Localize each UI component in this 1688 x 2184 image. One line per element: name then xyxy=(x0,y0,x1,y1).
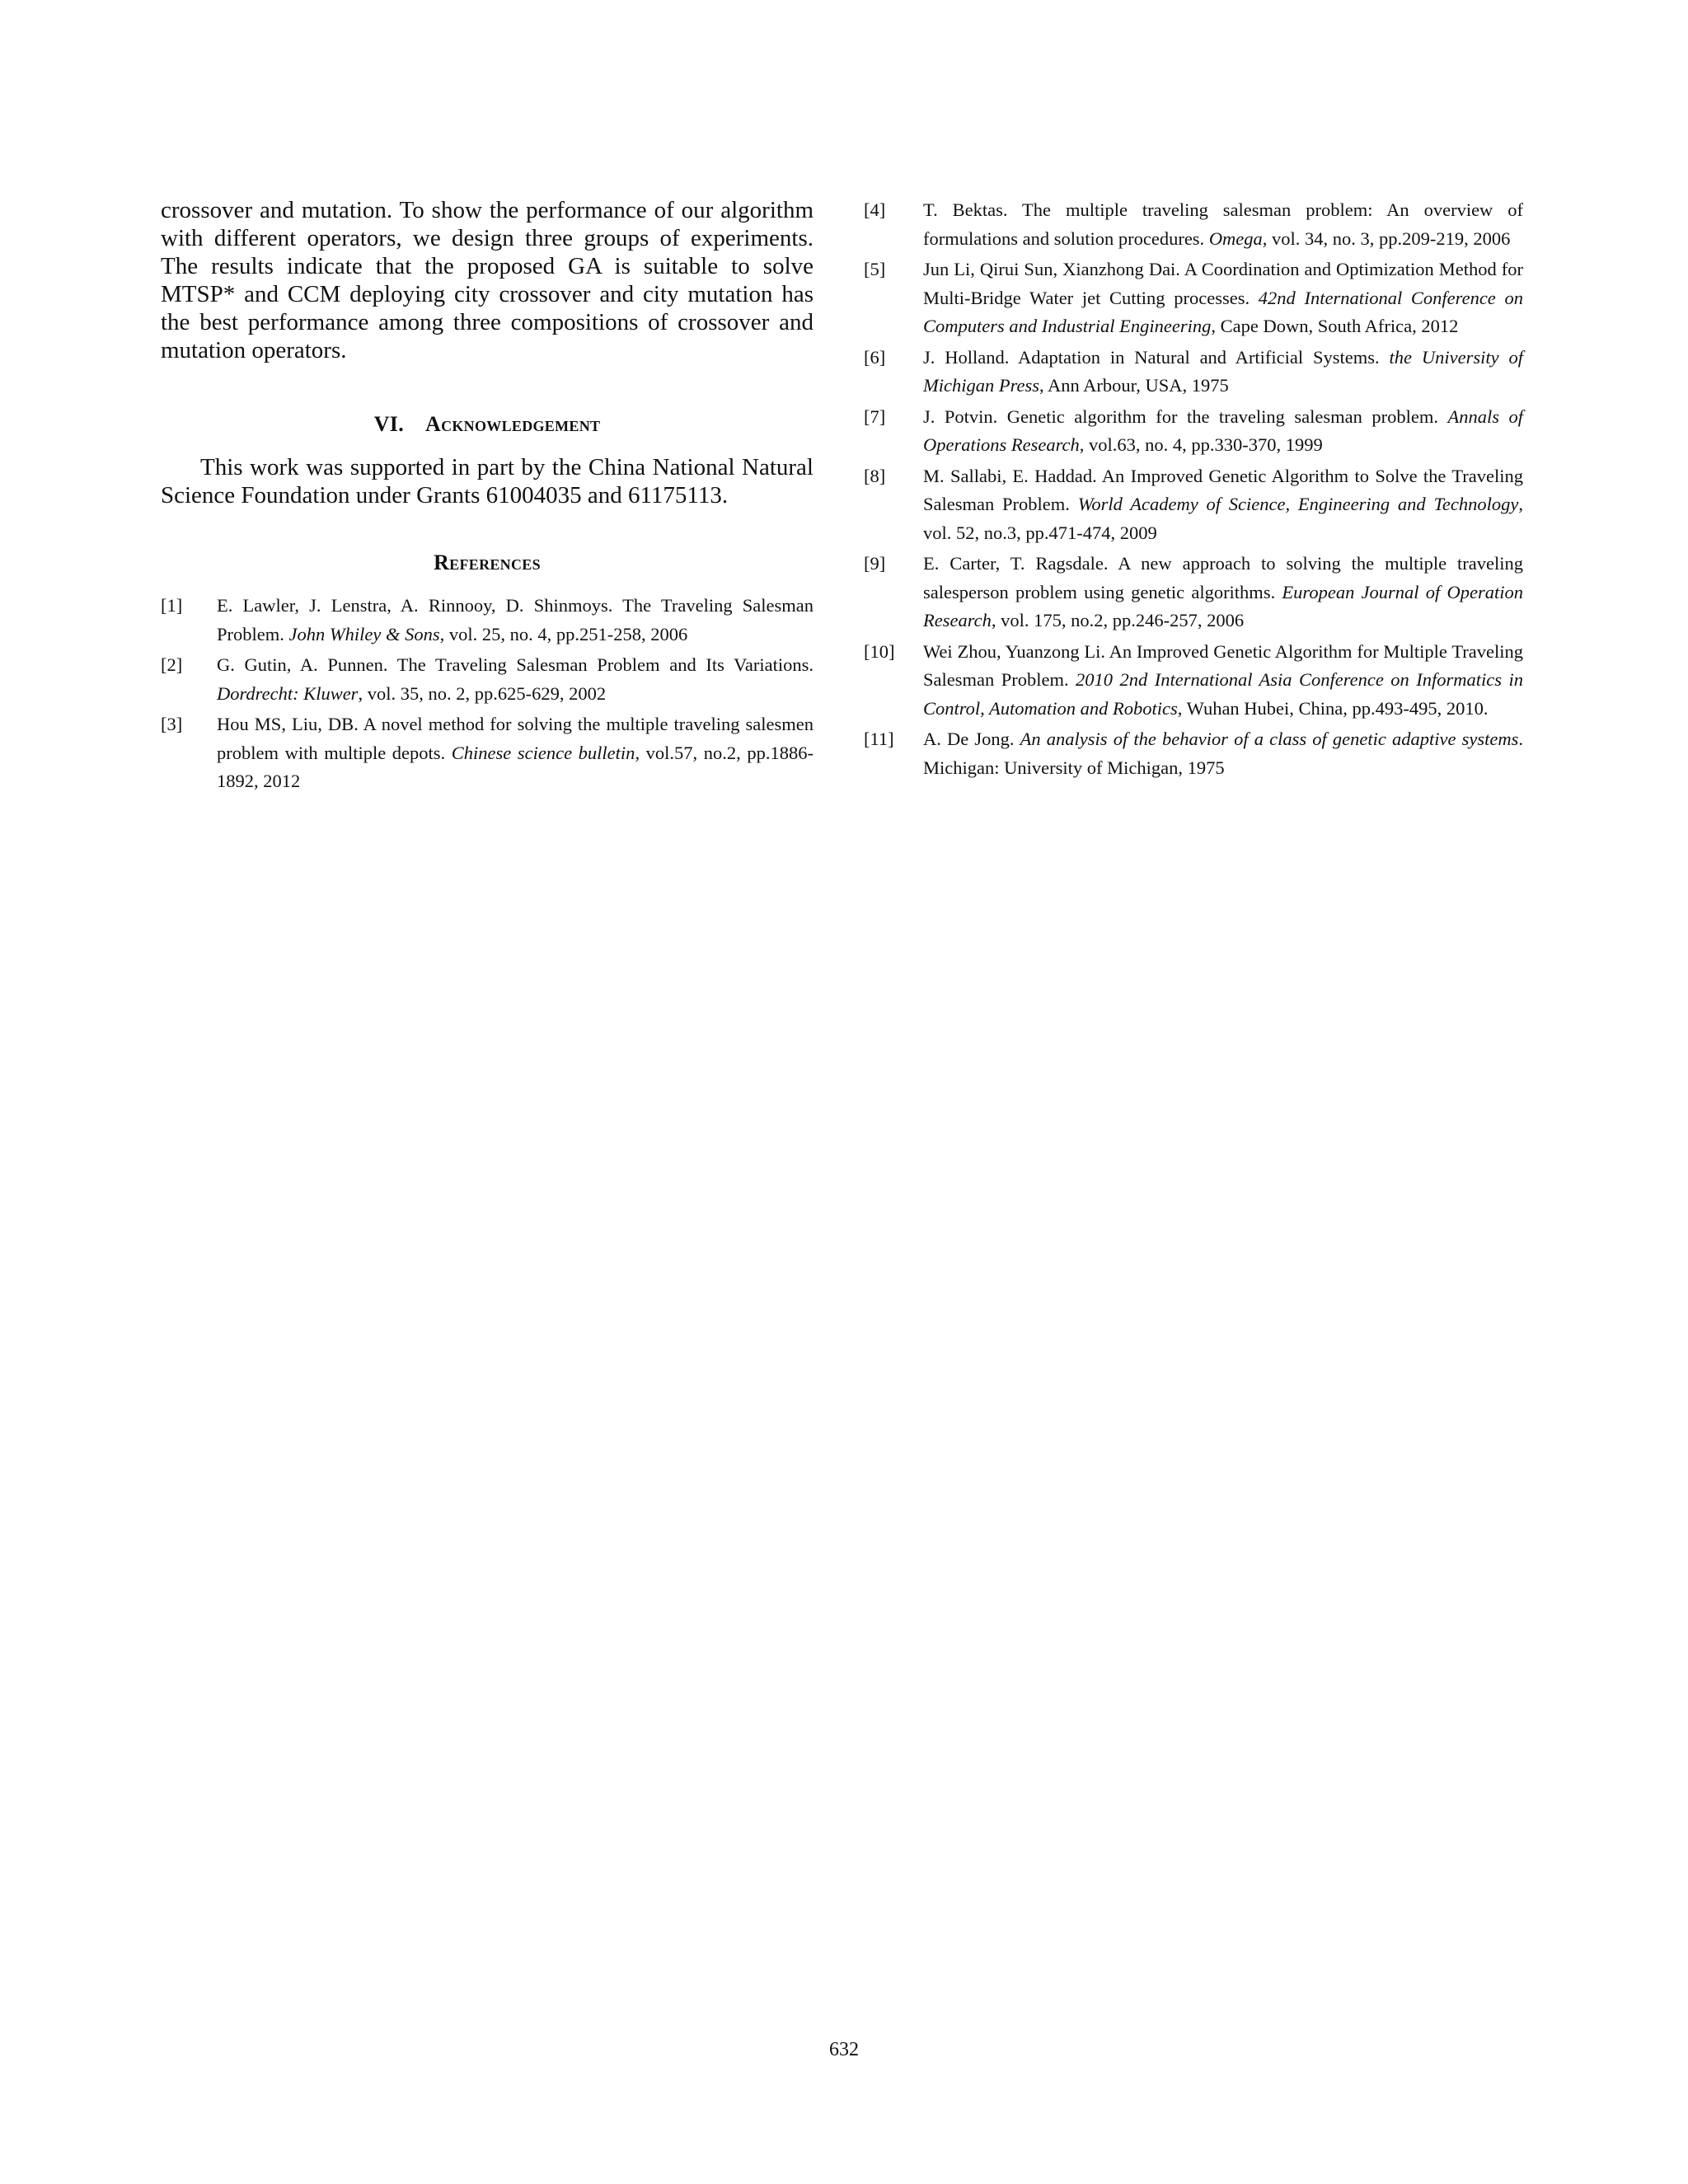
right-column xyxy=(864,196,1523,785)
reference-text: M. Sallabi, E. Haddad. An Improved Genetic Algorithm to Solve the Traveling Salesman Problem. World Academy of Science, Engineering and Technology, vol. 52, no.3, pp.471-474, 2009 xyxy=(923,465,1523,543)
reference-venue: European Journal of Operation Research xyxy=(923,581,1523,630)
reference-text: Wei Zhou, Yuanzong Li. An Improved Genetic Algorithm for Multiple Traveling Salesman Problem. 2010 2nd International Asia Conference on Informatics in Control, Automation and Robotics, Wuhan Hubei, China, pp.493-495, 2010. xyxy=(923,640,1523,719)
reference-venue: John Whiley & Sons xyxy=(288,623,440,644)
reference-text: J. Potvin. Genetic algorithm for the traveling salesman problem. Annals of Operations Research, vol.63, no. 4, pp.330-370, 1999 xyxy=(923,405,1523,455)
reference-number: [11] xyxy=(864,729,894,749)
page-number: 632 xyxy=(829,2039,859,2060)
reference-number: [6] xyxy=(864,346,886,368)
reference-venue: 42nd International Conference on Computers and Industrial Engineering, xyxy=(923,287,1523,336)
reference-number: [9] xyxy=(864,553,886,574)
reference-venue: World Academy of Science, Engineering and Technology xyxy=(1077,494,1519,514)
reference-venue: Annals of Operations Research xyxy=(923,405,1523,455)
reference-text: Hou MS, Liu, DB. A novel method for solving the multiple traveling salesmen problem with multiple depots. Chinese science bulletin, vol.57, no.2, pp.1886-1892, 2012 xyxy=(217,714,814,791)
reference-text: Jun Li, Qirui Sun, Xianzhong Dai. A Coordination and Optimization Method for Multi-Bridge Water jet Cutting processes. 42nd International Conference on Computers and Industrial Engineering, Cape Down, South Africa, 2012 xyxy=(923,259,1523,336)
reference-venue: An analysis of the behavior of a class of genetic adaptive systems xyxy=(1020,729,1519,749)
section-title: Acknowledgement xyxy=(425,412,601,436)
conclusion-paragraph: crossover and mutation. To show the performance of our algorithm with different operators, we design three groups of experiments. The results indicate that the proposed GA is suitable to solve MTSP* and CCM deploying city crossover and city mutation has the best performance among three compositions of crossover and mutation operators. xyxy=(161,197,814,363)
reference-item xyxy=(864,255,1523,341)
reference-text: T. Bektas. The multiple traveling salesman problem: An overview of formulations and solution procedures. Omega, vol. 34, no. 3, pp.209-219, 2006 xyxy=(923,199,1523,249)
section-number: VI. xyxy=(373,412,404,436)
reference-venue: 2010 2nd International Asia Conference on Informatics in Control, Automation and Robotics xyxy=(923,669,1523,719)
reference-list-left xyxy=(161,592,814,796)
left-column xyxy=(161,196,814,799)
reference-number: [2] xyxy=(161,654,183,675)
reference-item xyxy=(161,710,814,796)
acknowledgement-heading xyxy=(161,412,814,437)
reference-text: E. Lawler, J. Lenstra, A. Rinnooy, D. Shinmoys. The Traveling Salesman Problem. John Whiley & Sons, vol. 25, no. 4, pp.251-258, 2006 xyxy=(217,595,814,644)
reference-venue: Dordrecht: Kluwer xyxy=(217,682,359,704)
reference-number: [7] xyxy=(864,405,886,427)
reference-text: E. Carter, T. Ragsdale. A new approach to solving the multiple traveling salesperson problem using genetic algorithms. European Journal of Operation Research, vol. 175, no.2, pp.246-257, 2006 xyxy=(923,553,1523,630)
reference-number: [4] xyxy=(864,199,886,220)
reference-item xyxy=(864,462,1523,548)
reference-item xyxy=(864,725,1523,782)
reference-text: A. De Jong. An analysis of the behavior of a class of genetic adaptive systems. Michigan: University of Michigan, 1975 xyxy=(923,729,1523,778)
reference-item xyxy=(864,196,1523,253)
reference-number: [3] xyxy=(161,714,183,734)
reference-item xyxy=(161,651,814,708)
reference-venue: the University of Michigan Press xyxy=(923,346,1524,396)
reference-item xyxy=(864,403,1523,460)
reference-item xyxy=(864,344,1523,401)
references-title: References xyxy=(434,551,541,574)
reference-text: J. Holland. Adaptation in Natural and Artificial Systems. the University of Michigan Press, Ann Arbour, USA, 1975 xyxy=(923,346,1524,396)
reference-number: [5] xyxy=(864,259,886,279)
reference-venue: Omega, xyxy=(1208,227,1268,249)
acknowledgement-paragraph: This work was supported in part by the China National Natural Science Foundation under Grants 61004035 and 61175113. xyxy=(161,454,814,509)
reference-item xyxy=(161,592,814,649)
references-heading xyxy=(161,551,814,575)
reference-number: [8] xyxy=(864,465,886,486)
reference-number: [1] xyxy=(161,595,183,616)
reference-item xyxy=(864,638,1523,724)
reference-venue: Chinese science bulletin xyxy=(451,742,635,763)
reference-number: [10] xyxy=(864,640,895,662)
reference-text: G. Gutin, A. Punnen. The Traveling Salesman Problem and Its Variations. Dordrecht: Kluwer, vol. 35, no. 2, pp.625-629, 2002 xyxy=(217,654,814,704)
reference-list-right xyxy=(864,196,1523,782)
reference-item xyxy=(864,550,1523,635)
